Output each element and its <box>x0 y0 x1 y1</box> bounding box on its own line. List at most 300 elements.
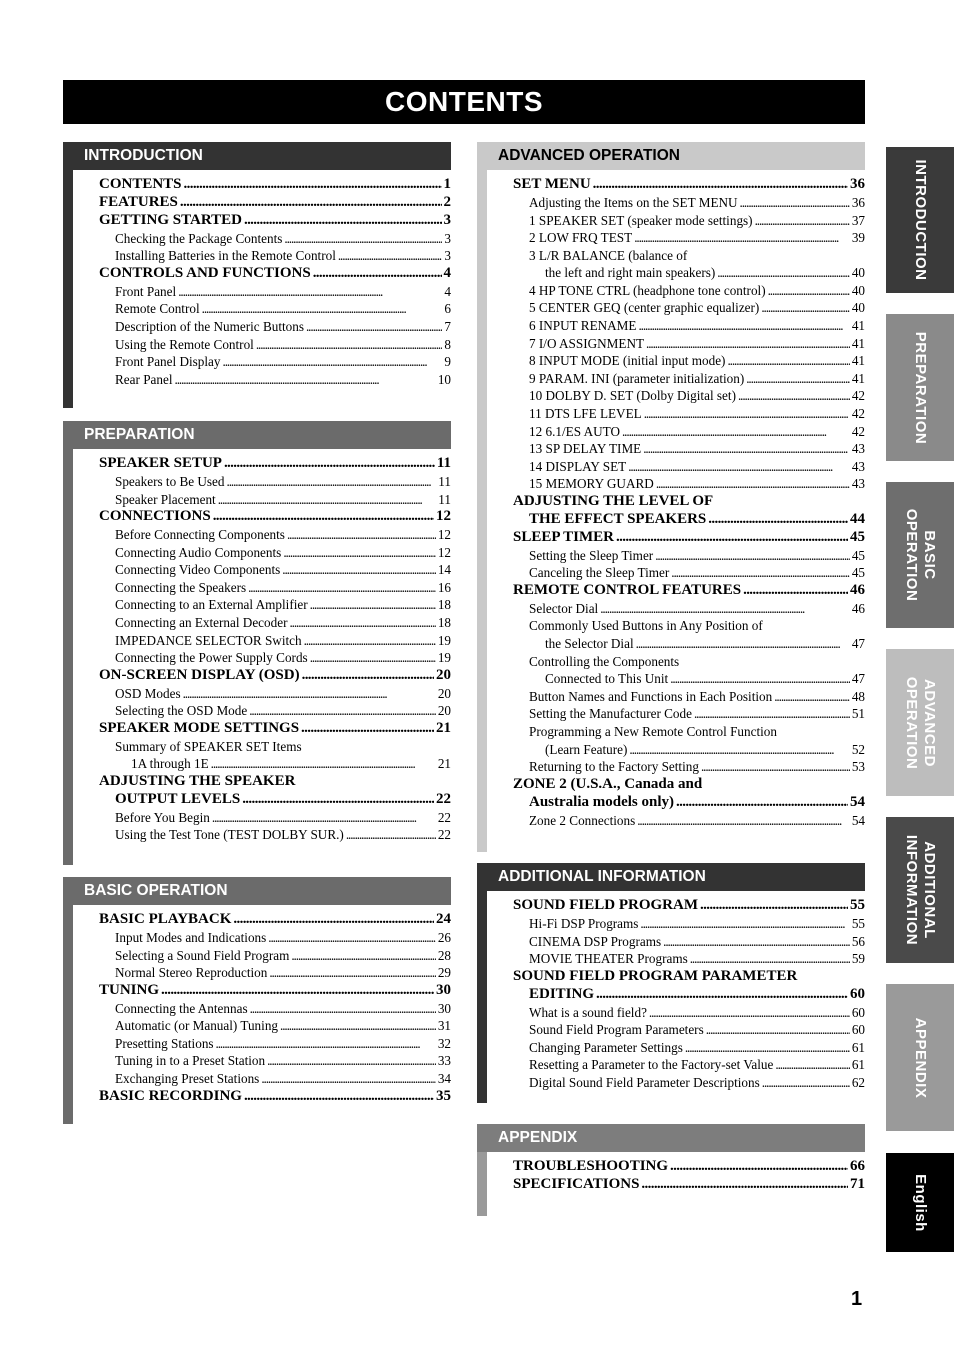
entry-title: 11 DTS LFE LEVEL <box>529 406 642 422</box>
toc-heading-entry[interactable] <box>487 1176 865 1194</box>
dot-leader <box>269 964 435 982</box>
entry-title: Front Panel <box>115 283 177 299</box>
toc-heading-entry[interactable] <box>73 455 451 473</box>
toc-entry[interactable] <box>73 685 451 703</box>
dot-leader <box>740 194 850 212</box>
dot-leader <box>233 911 434 929</box>
entry-page-number: 54 <box>850 793 865 810</box>
toc-heading-entry[interactable] <box>73 1088 451 1106</box>
entry-page-number: 26 <box>437 929 451 945</box>
dot-leader <box>629 741 849 759</box>
entry-page-number: 20 <box>436 666 451 683</box>
entry-page-number: 41 <box>851 318 865 334</box>
entry-page-number: 12 <box>437 527 451 542</box>
toc-entry[interactable] <box>487 299 865 317</box>
entry-page-number: 60 <box>851 1004 865 1020</box>
entry-title: Summary of SPEAKER SET Items <box>115 738 302 754</box>
toc-entry[interactable] <box>73 755 451 773</box>
entry-title: Changing Parameter Settings <box>529 1039 683 1055</box>
toc-entry[interactable] <box>487 723 865 741</box>
toc-entry[interactable] <box>487 758 865 776</box>
toc-entry[interactable] <box>73 473 451 491</box>
entry-title: 12 6.1/ES AUTO <box>529 423 620 439</box>
side-tab-advanced-operation[interactable]: ADVANCED OPERATION <box>886 649 954 796</box>
entry-page-number: 43 <box>851 476 865 492</box>
entry-title: 2 LOW FRQ TEST <box>529 230 633 246</box>
entry-page-number: 3 <box>443 211 451 228</box>
toc-heading-entry[interactable] <box>73 212 451 230</box>
dot-leader <box>622 423 850 441</box>
entry-title: Checking the Package Contents <box>115 230 283 246</box>
toc-heading-entry[interactable] <box>73 791 451 809</box>
entry-title: REMOTE CONTROL FEATURES <box>513 581 742 598</box>
dot-leader <box>616 529 848 547</box>
entry-page-number: 19 <box>437 632 451 648</box>
entry-title: SOUND FIELD PROGRAM PARAMETER <box>513 967 798 984</box>
toc-entry[interactable] <box>73 1035 451 1053</box>
toc-entry[interactable] <box>73 283 451 301</box>
dot-leader <box>282 561 436 579</box>
entry-page-number: 34 <box>437 1070 451 1086</box>
section-advanced-operation <box>477 142 865 852</box>
dot-leader <box>310 596 436 614</box>
toc-entry[interactable] <box>487 653 865 671</box>
toc-entry[interactable] <box>487 600 865 618</box>
entry-page-number: 19 <box>437 650 451 666</box>
entry-page-number: 41 <box>851 353 865 369</box>
entry-page-number: 56 <box>851 933 865 949</box>
entry-page-number: 37 <box>851 212 865 228</box>
entry-page-number: 47 <box>851 636 865 651</box>
dot-leader <box>261 1070 436 1088</box>
dot-leader <box>596 986 848 1004</box>
entry-title: Description of the Numeric Buttons <box>115 319 304 334</box>
dot-leader <box>775 1056 849 1074</box>
entry-page-number: 14 <box>437 562 451 578</box>
toc-entry[interactable] <box>487 387 865 405</box>
entry-title: MOVIE THEATER Programs <box>529 951 688 967</box>
toc-entry[interactable] <box>487 915 865 933</box>
toc-entry[interactable] <box>73 353 451 371</box>
toc-heading-entry[interactable] <box>487 794 865 812</box>
entry-title: Front Panel Display <box>115 354 221 370</box>
toc-entry[interactable] <box>487 317 865 335</box>
toc-entry[interactable] <box>487 352 865 370</box>
dot-leader <box>304 632 436 650</box>
toc-list <box>73 449 451 844</box>
side-tab-basic-operation[interactable]: BASIC OPERATION <box>886 482 954 628</box>
toc-entry[interactable] <box>73 826 451 844</box>
dot-leader <box>727 352 849 370</box>
dot-leader <box>762 1074 850 1092</box>
entry-title: Rear Panel <box>115 371 173 387</box>
toc-entry[interactable] <box>487 933 865 951</box>
entry-title: (Learn Feature) <box>545 741 628 757</box>
side-tab-preparation[interactable]: PREPARATION <box>886 314 954 461</box>
side-tab-additional-information[interactable]: ADDITIONAL INFORMATION <box>886 817 954 963</box>
toc-entry[interactable] <box>487 688 865 706</box>
toc-list <box>487 1152 865 1194</box>
entry-page-number: 18 <box>437 614 451 630</box>
dot-leader <box>291 947 435 965</box>
dot-leader <box>180 194 442 212</box>
dot-leader <box>743 582 848 600</box>
toc-entry[interactable] <box>73 561 451 579</box>
dot-leader <box>218 491 437 509</box>
entry-title: Connecting to an External Amplifier <box>115 597 308 613</box>
entry-page-number: 4 <box>443 264 451 281</box>
entry-title: ADJUSTING THE LEVEL OF <box>513 493 714 509</box>
toc-entry[interactable] <box>73 649 451 667</box>
dot-leader <box>593 176 848 194</box>
toc-entry[interactable] <box>73 544 451 562</box>
entry-title: Programming a New Remote Control Function <box>529 723 777 739</box>
entry-title: Selecting a Sound Field Program <box>115 947 290 963</box>
dot-leader <box>175 371 436 389</box>
dot-leader <box>685 1039 850 1057</box>
dot-leader <box>649 1004 850 1022</box>
dot-leader <box>248 579 436 597</box>
dot-leader <box>216 1035 436 1053</box>
entry-title: BASIC PLAYBACK <box>99 911 232 927</box>
toc-heading-entry[interactable] <box>73 265 451 283</box>
entry-page-number: 11 <box>438 473 451 489</box>
entry-page-number: 61 <box>851 1039 865 1055</box>
entry-title: ADJUSTING THE SPEAKER <box>99 772 296 789</box>
side-tab-appendix[interactable]: APPENDIX <box>886 984 954 1131</box>
toc-entry[interactable] <box>487 1074 865 1092</box>
section-introduction <box>63 142 451 408</box>
toc-heading-entry[interactable] <box>73 982 451 1000</box>
dot-leader <box>644 405 850 423</box>
dot-leader <box>306 318 442 336</box>
entry-title: the left and right main speakers) <box>545 265 716 281</box>
entry-title: SPECIFICATIONS <box>513 1175 640 1192</box>
entry-page-number: 54 <box>851 812 865 828</box>
page-number: 1 <box>851 1288 863 1310</box>
entry-page-number: 61 <box>851 1057 865 1073</box>
entry-page-number: 20 <box>437 703 451 719</box>
toc-entry[interactable] <box>73 491 451 509</box>
entry-page-number: 60 <box>850 985 865 1002</box>
section-heading: BASIC OPERATION <box>63 877 451 905</box>
toc-entry[interactable] <box>487 1056 865 1074</box>
entry-title: 14 DISPLAY SET <box>529 458 627 474</box>
dot-leader <box>700 897 848 915</box>
toc-entry[interactable] <box>73 526 451 544</box>
toc-entry[interactable] <box>73 929 451 947</box>
entry-page-number: 33 <box>437 1053 451 1069</box>
entry-title: 1 SPEAKER SET (speaker mode settings) <box>529 212 753 228</box>
entry-title: TROUBLESHOOTING <box>513 1158 669 1174</box>
dot-leader <box>249 702 436 720</box>
entry-title: Using the Test Tone (TEST DOLBY SUR.) <box>115 827 344 843</box>
dot-leader <box>768 282 850 300</box>
entry-page-number: 28 <box>437 947 451 963</box>
entry-title: Normal Stereo Reproduction <box>115 965 268 981</box>
entry-title: Returning to the Factory Setting <box>529 759 699 775</box>
dot-leader <box>267 1052 436 1070</box>
toc-list <box>73 170 451 388</box>
toc-entry[interactable] <box>73 596 451 614</box>
dot-leader <box>289 614 435 632</box>
toc-entry[interactable] <box>73 1000 451 1018</box>
entry-title: 6 INPUT RENAME <box>529 318 637 334</box>
toc-entry[interactable] <box>487 405 865 423</box>
entry-page-number: 60 <box>851 1022 865 1038</box>
section-heading: ADDITIONAL INFORMATION <box>477 863 865 891</box>
entry-page-number: 55 <box>851 915 865 931</box>
entry-title: CINEMA DSP Programs <box>529 933 662 949</box>
toc-heading-entry[interactable] <box>73 667 451 685</box>
toc-heading-entry[interactable] <box>487 1158 865 1176</box>
toc-heading-entry[interactable] <box>487 776 865 794</box>
toc-entry[interactable] <box>487 950 865 968</box>
entry-title: SPEAKER MODE SETTINGS <box>99 719 300 736</box>
entry-page-number: 59 <box>851 951 865 967</box>
section-appendix <box>477 1124 865 1216</box>
dot-leader <box>211 755 436 773</box>
toc-entry[interactable] <box>487 282 865 300</box>
toc-heading-entry[interactable] <box>487 511 865 529</box>
dot-leader <box>646 335 850 353</box>
entry-page-number: 7 <box>444 319 451 334</box>
entry-title: CONTENTS <box>99 176 182 192</box>
dot-leader <box>636 635 850 653</box>
entry-page-number: 3 <box>444 248 451 264</box>
toc-list <box>487 170 865 829</box>
dot-leader <box>761 299 849 317</box>
entry-page-number: 10 <box>437 371 451 387</box>
entry-title: 13 SP DELAY TIME <box>529 441 642 457</box>
entry-page-number: 6 <box>444 301 451 317</box>
entry-title: Before Connecting Components <box>115 527 285 542</box>
entry-title: SOUND FIELD PROGRAM <box>513 897 699 913</box>
toc-entry[interactable] <box>487 617 865 635</box>
toc-entry[interactable] <box>487 229 865 247</box>
toc-entry[interactable] <box>73 1070 451 1088</box>
toc-entry[interactable] <box>73 318 451 336</box>
entry-page-number: 8 <box>444 336 451 352</box>
dot-leader <box>244 1088 434 1106</box>
entry-page-number: 71 <box>850 1175 865 1192</box>
toc-entry[interactable] <box>73 336 451 354</box>
entry-page-number: 40 <box>851 300 865 316</box>
entry-page-number: 53 <box>851 759 865 775</box>
toc-entry[interactable] <box>73 632 451 650</box>
entry-page-number: 45 <box>851 565 865 581</box>
entry-title: Remote Control <box>115 301 200 317</box>
side-tab-english[interactable]: English <box>886 1153 954 1252</box>
toc-entry[interactable] <box>487 247 865 265</box>
entry-page-number: 9 <box>444 354 451 370</box>
entry-page-number: 21 <box>437 756 451 772</box>
dot-leader <box>301 720 434 738</box>
entry-title: Speakers to Be Used <box>115 473 225 489</box>
toc-heading-entry[interactable] <box>487 897 865 915</box>
toc-heading-entry[interactable] <box>487 493 865 511</box>
toc-entry[interactable] <box>73 809 451 827</box>
entry-title: the Selector Dial <box>545 636 634 651</box>
entry-page-number: 35 <box>436 1087 451 1104</box>
entry-page-number: 40 <box>851 265 865 281</box>
toc-heading-entry[interactable] <box>73 194 451 212</box>
toc-entry[interactable] <box>487 812 865 830</box>
toc-entry[interactable] <box>73 702 451 720</box>
toc-entry[interactable] <box>487 1039 865 1057</box>
toc-entry[interactable] <box>487 1021 865 1039</box>
dot-leader <box>256 336 443 354</box>
entry-page-number: 45 <box>851 547 865 563</box>
toc-entry[interactable] <box>487 741 865 759</box>
entry-page-number: 24 <box>436 911 451 927</box>
entry-title: EDITING <box>529 985 595 1002</box>
dot-leader <box>656 475 850 493</box>
entry-title: Zone 2 Connections <box>529 812 636 828</box>
toc-entry[interactable] <box>487 670 865 688</box>
section-preparation <box>63 421 451 865</box>
entry-page-number: 39 <box>851 230 865 246</box>
entry-title: GETTING STARTED <box>99 211 242 228</box>
entry-title: 4 HP TONE CTRL (headphone tone control) <box>529 282 766 298</box>
toc-entry[interactable] <box>487 705 865 723</box>
entry-title: 1A through 1E <box>131 756 209 772</box>
entry-page-number: 41 <box>851 370 865 386</box>
entry-page-number: 43 <box>851 458 865 474</box>
entry-page-number: 18 <box>437 597 451 613</box>
entry-title: BASIC RECORDING <box>99 1087 242 1104</box>
entry-page-number: 12 <box>437 544 451 560</box>
entry-page-number: 12 <box>436 508 451 525</box>
dot-leader <box>202 300 443 318</box>
toc-entry[interactable] <box>73 614 451 632</box>
toc-heading-entry[interactable] <box>73 176 451 194</box>
dot-leader <box>774 688 850 706</box>
entry-page-number: 55 <box>850 897 865 913</box>
entry-title: 15 MEMORY GUARD <box>529 476 654 492</box>
toc-heading-entry[interactable] <box>73 773 451 791</box>
toc-entry[interactable] <box>487 475 865 493</box>
entry-page-number: 42 <box>851 406 865 422</box>
toc-entry[interactable] <box>487 370 865 388</box>
entry-title: Selector Dial <box>529 600 599 616</box>
toc-heading-entry[interactable] <box>487 529 865 547</box>
toc-heading-entry[interactable] <box>73 911 451 929</box>
toc-entry[interactable] <box>73 1052 451 1070</box>
section-heading: APPENDIX <box>477 1124 865 1152</box>
toc-entry[interactable] <box>487 564 865 582</box>
toc-entry[interactable] <box>73 247 451 265</box>
dot-leader <box>676 794 848 812</box>
entry-title: Button Names and Functions in Each Position <box>529 688 773 704</box>
toc-entry[interactable] <box>487 335 865 353</box>
entry-page-number: 22 <box>437 827 451 843</box>
entry-title: 3 L/R BALANCE (balance of <box>529 247 688 263</box>
toc-entry[interactable] <box>73 738 451 756</box>
dot-leader <box>223 353 443 371</box>
entry-title: 7 I/O ASSIGNMENT <box>529 335 645 351</box>
dot-leader <box>338 247 443 265</box>
toc-entry[interactable] <box>487 1004 865 1022</box>
entry-title: Canceling the Sleep Timer <box>529 565 670 581</box>
toc-heading-entry[interactable] <box>73 508 451 526</box>
toc-entry[interactable] <box>487 423 865 441</box>
entry-title: Connecting the Antennas <box>115 1000 248 1016</box>
dot-leader <box>708 511 848 529</box>
dot-leader <box>283 544 436 562</box>
toc-entry[interactable] <box>73 947 451 965</box>
entry-title: THE EFFECT SPEAKERS <box>529 510 707 527</box>
entry-page-number: 36 <box>850 176 865 192</box>
entry-title: Connecting Audio Components <box>115 544 282 560</box>
toc-heading-entry[interactable] <box>487 176 865 194</box>
dot-leader <box>302 667 434 685</box>
dot-leader <box>280 1017 436 1035</box>
toc-entry[interactable] <box>487 440 865 458</box>
dot-leader <box>717 264 850 282</box>
entry-title: Resetting a Parameter to the Factory-set Value <box>529 1057 774 1073</box>
section-heading: INTRODUCTION <box>63 142 451 170</box>
entry-title: Setting the Sleep Timer <box>529 547 654 563</box>
entry-page-number: 52 <box>851 741 865 757</box>
toc-heading-entry[interactable] <box>73 720 451 738</box>
toc-heading-entry[interactable] <box>487 986 865 1004</box>
toc-entry[interactable] <box>487 635 865 653</box>
entry-page-number: 29 <box>437 965 451 981</box>
toc-entry[interactable] <box>73 300 451 318</box>
toc-entry[interactable] <box>487 212 865 230</box>
entry-title: OUTPUT LEVELS <box>115 790 241 807</box>
toc-entry[interactable] <box>487 547 865 565</box>
dot-leader <box>178 283 442 301</box>
section-additional-information <box>477 863 865 1103</box>
side-tab-introduction[interactable]: INTRODUCTION <box>886 147 954 293</box>
entry-title: Digital Sound Field Parameter Descriptions <box>529 1074 760 1090</box>
dot-leader <box>213 508 434 526</box>
toc-entry[interactable] <box>73 371 451 389</box>
entry-page-number: 22 <box>436 790 451 807</box>
entry-title: Connecting Video Components <box>115 562 281 578</box>
entry-page-number: 46 <box>851 600 865 616</box>
toc-entry[interactable] <box>73 1017 451 1035</box>
toc-entry[interactable] <box>73 230 451 248</box>
entry-title: Sound Field Program Parameters <box>529 1022 704 1038</box>
dot-leader <box>706 1021 850 1039</box>
toc-entry[interactable] <box>487 264 865 282</box>
section-heading: ADVANCED OPERATION <box>477 142 865 170</box>
dot-leader <box>670 1158 848 1176</box>
dot-leader <box>638 317 849 335</box>
toc-entry[interactable] <box>73 964 451 982</box>
toc-entry[interactable] <box>487 458 865 476</box>
toc-heading-entry[interactable] <box>487 582 865 600</box>
entry-page-number: 22 <box>437 809 451 825</box>
entry-title: Connecting an External Decoder <box>115 614 288 630</box>
entry-page-number: 20 <box>437 685 451 701</box>
section-heading: PREPARATION <box>63 421 451 449</box>
entry-title: 8 INPUT MODE (initial input mode) <box>529 353 726 369</box>
entry-title: Using the Remote Control <box>115 336 254 352</box>
dot-leader <box>244 212 442 230</box>
entry-title: Connected to This Unit <box>545 671 669 687</box>
entry-page-number: 48 <box>851 688 865 704</box>
entry-title: Before You Begin <box>115 809 210 825</box>
toc-entry[interactable] <box>487 194 865 212</box>
entry-title: Selecting the OSD Mode <box>115 703 248 719</box>
dot-leader <box>310 649 436 667</box>
toc-entry[interactable] <box>73 579 451 597</box>
toc-heading-entry[interactable] <box>487 968 865 986</box>
